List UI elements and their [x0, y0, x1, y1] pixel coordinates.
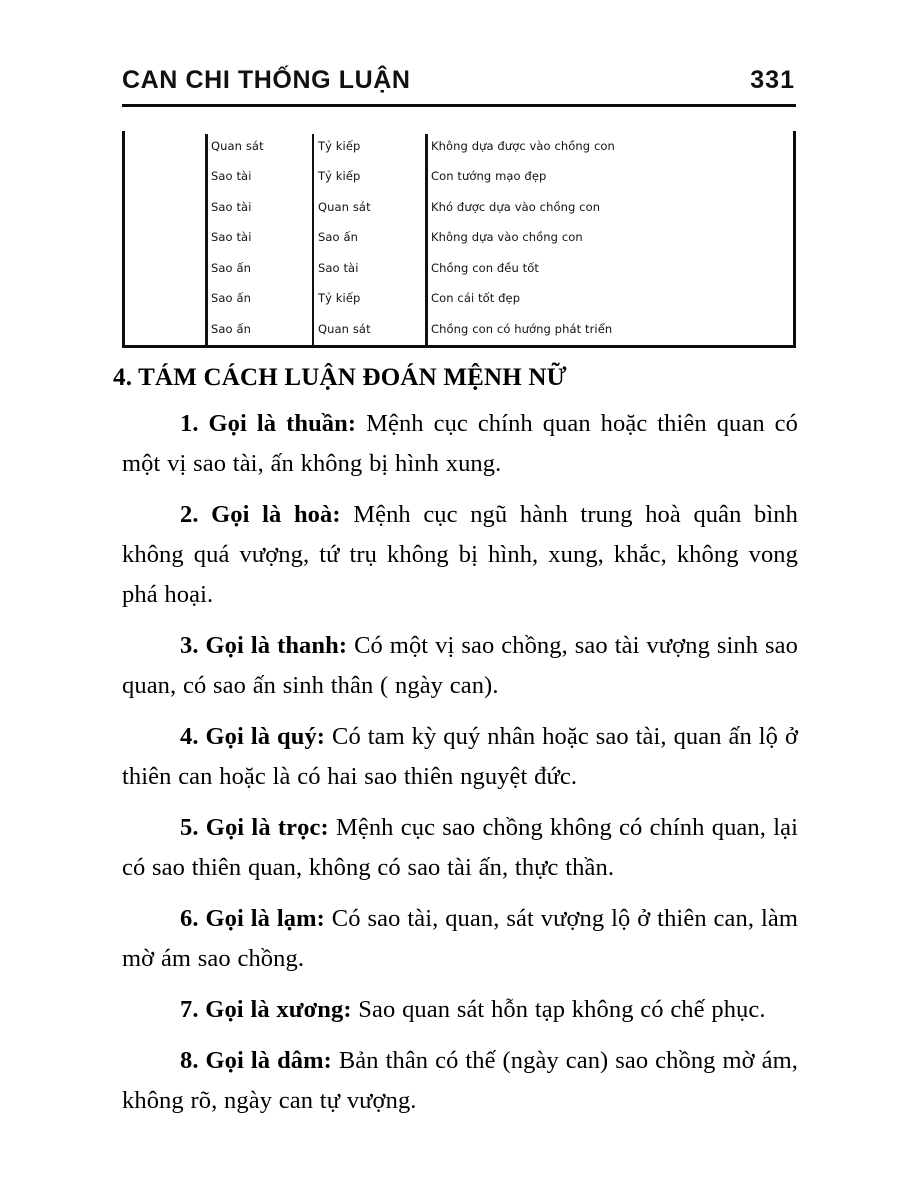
table-cell-meaning: Con tướng mạo đẹp — [431, 170, 547, 184]
numbered-paragraph — [122, 626, 798, 706]
table-row — [122, 131, 796, 162]
numbered-paragraph — [122, 990, 798, 1030]
paragraph-lead: 3. Gọi là thanh: — [180, 632, 348, 659]
table-cell-star-b: Tỷ kiếp — [318, 170, 361, 184]
paragraph-text: Có tam kỳ quý nhân hoặc sao tài, quan ấn lộ ở thiên can hoặc là có hai sao thiên nguyệt đức. — [122, 723, 799, 790]
table-cell-meaning: Không dựa vào chồng con — [431, 231, 583, 245]
table-cell-star-a: Sao tài — [211, 170, 252, 184]
paragraph-lead: 5. Gọi là trọc: — [180, 814, 329, 841]
paragraph-lead: 8. Gọi là dâm: — [180, 1047, 332, 1074]
table-cell-meaning: Con cái tốt đẹp — [431, 292, 521, 306]
table-cell-meaning: Chồng con có hướng phát triển — [431, 322, 613, 336]
numbered-paragraph — [122, 808, 798, 888]
paragraph-lead: 1. Gọi là thuần: — [180, 410, 357, 437]
table-cell-star-b: Sao ấn — [318, 231, 358, 245]
table-cell-star-b: Tỷ kiếp — [318, 292, 361, 306]
running-head — [122, 68, 795, 102]
table-border-bottom — [122, 345, 796, 348]
table-body — [122, 131, 796, 345]
table-cell-star-a: Sao ấn — [211, 322, 251, 336]
paragraph-text: Bản thân có thế (ngày can) sao chồng mờ ám, không rõ, ngày can tự vượng. — [122, 1047, 798, 1114]
table-cell-star-a: Sao ấn — [211, 261, 251, 275]
numbered-paragraph — [122, 1041, 798, 1121]
paragraph-text: Mệnh cục sao chồng không có chính quan, lại có sao thiên quan, không có sao tài ấn, thực thần. — [122, 814, 798, 881]
numbered-paragraph — [122, 899, 798, 979]
table-cell-star-a: Sao ấn — [211, 292, 251, 306]
table-row — [122, 253, 796, 284]
table-cell-meaning: Khó được dựa vào chồng con — [431, 200, 601, 214]
page-number: 331 — [750, 66, 795, 94]
table-row — [122, 162, 796, 193]
table-cell-star-a: Sao tài — [211, 231, 252, 245]
table-cell-meaning: Chồng con đều tốt — [431, 261, 539, 275]
page-title: CAN CHI THỐNG LUẬN — [122, 66, 411, 94]
paragraph-lead: 7. Gọi là xương: — [180, 996, 352, 1023]
table-row — [122, 314, 796, 345]
paragraph-text: Có sao tài, quan, sát vượng lộ ở thiên can, làm mờ ám sao chồng. — [122, 905, 798, 972]
table-cell-star-a: Quan sát — [211, 139, 264, 153]
paragraph-text: Có một vị sao chồng, sao tài vượng sinh sao quan, có sao ấn sinh thân ( ngày can). — [122, 632, 799, 699]
table-cell-star-b: Quan sát — [318, 322, 371, 336]
paragraph-lead: 2. Gọi là hoà: — [180, 501, 341, 528]
paragraph-text: Mệnh cục ngũ hành trung hoà quân bình không quá vượng, tứ trụ không bị hình, xung, khắc, không vong phá hoại. — [122, 501, 798, 608]
table-cell-star-a: Sao tài — [211, 200, 252, 214]
numbered-paragraph — [122, 404, 798, 484]
table-row — [122, 223, 796, 254]
numbered-paragraph — [122, 717, 798, 797]
table-row — [122, 192, 796, 223]
header-rule — [122, 104, 796, 107]
table-cell-star-b: Sao tài — [318, 261, 359, 275]
relations-table — [122, 131, 796, 348]
paragraph-lead: 4. Gọi là quý: — [180, 723, 326, 750]
paragraph-text: Sao quan sát hỗn tạp không có chế phục. — [351, 996, 766, 1023]
table-cell-star-b: Tỷ kiếp — [318, 139, 361, 153]
numbered-paragraph — [122, 495, 798, 615]
section-heading: 4. TÁM CÁCH LUẬN ĐOÁN MỆNH NỮ — [113, 364, 567, 391]
table-cell-star-b: Quan sát — [318, 200, 371, 214]
table-cell-meaning: Không dựa được vào chồng con — [431, 139, 615, 153]
table-row — [122, 284, 796, 315]
body-text — [122, 404, 798, 1121]
paragraph-text: Mệnh cục chính quan hoặc thiên quan có một vị sao tài, ấn không bị hình xung. — [122, 410, 798, 477]
paragraph-lead: 6. Gọi là lạm: — [180, 905, 325, 932]
